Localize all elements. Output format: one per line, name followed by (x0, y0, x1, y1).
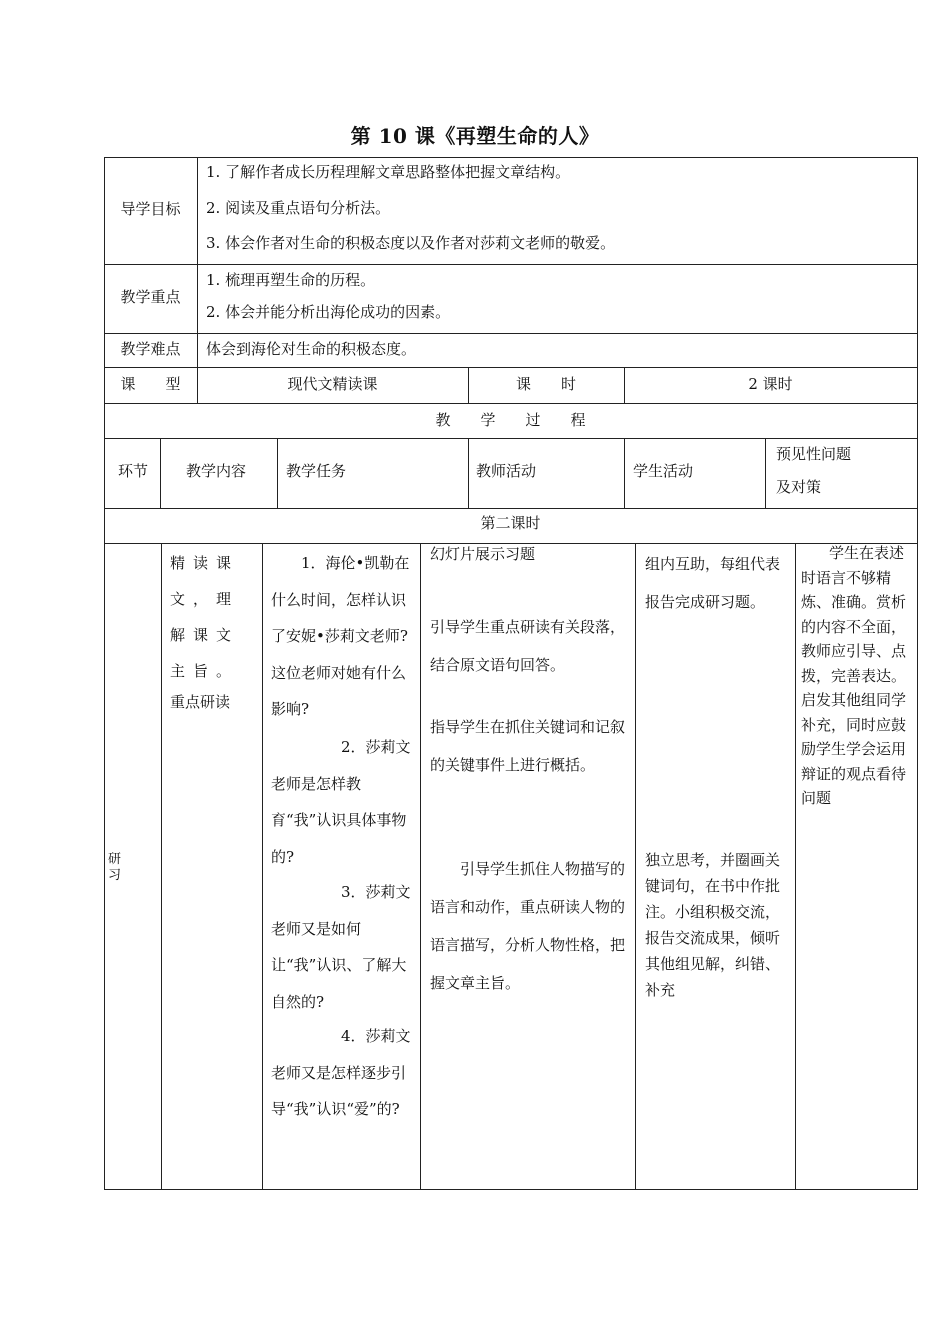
focus-label: 教学重点 (120, 288, 181, 306)
content-extra: 重点研读 (170, 693, 231, 711)
foresee-cell: 学生在表述时语言不够精炼、准确。赏析的内容不全面，教师应引导、点拨，完善表达。启发其他组同学补充，同时应鼓励学生学会运用辩证的观点看待问题 (801, 544, 907, 807)
col-task: 教学任务 (286, 462, 347, 480)
goal-item-3: 3. 体会作者对生命的积极态度以及作者对莎莉文老师的敬爱。 (206, 234, 616, 252)
lesson-hours-value: 2 课时 (748, 375, 793, 393)
task-2: 2．莎莉文老师是怎样教育“我”认识具体事物的? (271, 738, 411, 866)
student-2: 独立思考，并圈画关键词句，在书中作批注。小组积极交流，报告交流成果，倾听其他组见解，纠错、补充 (645, 851, 781, 999)
task-3: 3．莎莉文老师又是如何让“我”认识、了解大自然的? (271, 883, 411, 1011)
page-title: 第 10 课《再塑生命的人》 (350, 124, 600, 148)
col-foresee-2: 及对策 (776, 478, 822, 496)
lesson-type-value: 现代文精读课 (287, 375, 378, 393)
col-foresee: 预见性问题 (776, 445, 852, 463)
goal-item-1: 1. 了解作者成长历程理解文章思路整体把握文章结构。 (206, 163, 571, 181)
task-4: 4．莎莉文老师又是怎样逐步引导“我”认识“爱”的? (271, 1027, 411, 1119)
process-label: 教 学 过 程 (435, 411, 586, 429)
col-stage: 环节 (118, 462, 149, 480)
teacher-4: 引导学生抓住人物描写的语言和动作，重点研读人物的语言描写，分析人物性格，把握文章主旨。 (430, 860, 626, 992)
teacher-1: 幻灯片展示习题 (430, 545, 536, 563)
difficulty-label: 教学难点 (120, 340, 181, 358)
lesson-type-label: 课 型 (120, 375, 181, 393)
col-student: 学生活动 (633, 462, 694, 480)
goal-item-2: 2. 阅读及重点语句分析法。 (206, 199, 391, 217)
student-1: 组内互助，每组代表报告完成研习题。 (645, 555, 781, 611)
focus-item-1: 1. 梳理再塑生命的历程。 (206, 271, 376, 289)
goal-label: 导学目标 (120, 200, 181, 218)
focus-item-2: 2. 体会并能分析出海伦成功的因素。 (206, 303, 451, 321)
difficulty-text: 体会到海伦对生命的积极态度。 (206, 340, 417, 358)
teacher-2: 引导学生重点研读有关段落，结合原文语句回答。 (430, 618, 626, 674)
content-cell: 精读课文，理解课文主旨。 (170, 554, 240, 680)
teacher-3: 指导学生在抓住关键词和记叙的关键事件上进行概括。 (430, 718, 626, 774)
col-teacher: 教师活动 (476, 462, 537, 480)
stage-cell: 研 习 (108, 852, 122, 883)
lesson-hours-label: 课 时 (515, 375, 576, 393)
col-content: 教学内容 (186, 462, 247, 480)
task-1: 1．海伦•凯勒在什么时间，怎样认识了安妮•莎莉文老师?这位老师对她有什么影响? (271, 554, 410, 719)
period-label: 第二课时 (480, 514, 541, 532)
